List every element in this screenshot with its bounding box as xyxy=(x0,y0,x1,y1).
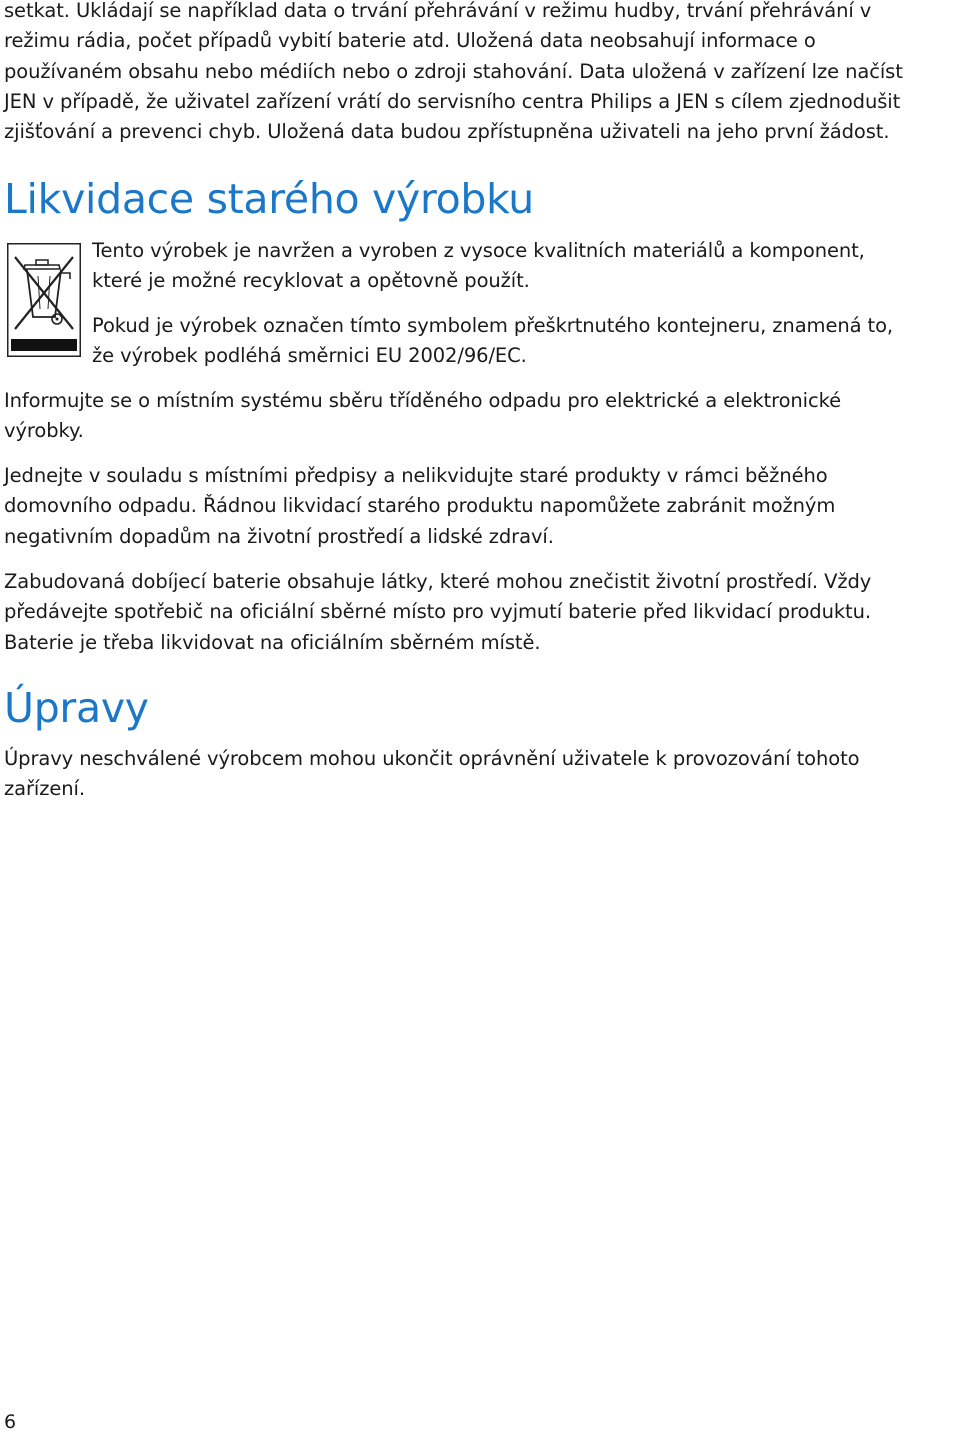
text-line: Tento výrobek je navržen a vyroben z vysoce kvalitních materiálů a komponent, xyxy=(92,239,865,262)
text-line: zařízení. xyxy=(4,777,85,801)
disposal-heading: Likvidace starého výrobku xyxy=(4,175,534,223)
text-line: používaném obsahu nebo médiích nebo o zdroji stahování. Data uložená v zařízení lze načíst xyxy=(4,59,903,83)
text-line: Zabudovaná dobíjecí baterie obsahuje látky, které mohou znečistit životní prostředí. Vždy xyxy=(4,570,872,593)
text-line: domovního odpadu. Řádnou likvidací starého produktu napomůžete zabránit možným xyxy=(4,494,836,518)
intro-paragraph xyxy=(4,0,960,147)
text-line: setkat. Ukládají se například data o trvání přehrávání v režimu hudby, trvání přehrávání v xyxy=(4,0,872,22)
text-line: Baterie je třeba likvidovat na oficiálním sběrném místě. xyxy=(4,630,541,654)
crossed-out-wheelie-bin-icon xyxy=(7,243,81,357)
disposal-paragraph-3 xyxy=(4,386,960,447)
text-line: výrobky. xyxy=(4,419,84,443)
disposal-paragraph-2 xyxy=(92,311,952,372)
text-line: předávejte spotřebič na oficiální sběrné místo pro vyjmutí baterie před likvidací produktu. xyxy=(4,600,871,624)
text-line: negativním dopadům na životní prostředí a lidské zdraví. xyxy=(4,524,554,548)
text-line: které je možné recyklovat a opětovně použít. xyxy=(92,269,530,293)
modifications-heading: Úpravy xyxy=(4,684,149,732)
text-line: Informujte se o místním systému sběru tříděného odpadu pro elektrické a elektronické xyxy=(4,389,842,412)
page-number: 6 xyxy=(4,1411,17,1433)
text-line: Jednejte v souladu s místními předpisy a nelikvidujte staré produkty v rámci běžného xyxy=(4,464,828,487)
disposal-paragraph-5 xyxy=(4,567,960,658)
text-line: Pokud je výrobek označen tímto symbolem přeškrtnutého kontejneru, znamená to, xyxy=(92,314,894,337)
text-line: že výrobek podléhá směrnici EU 2002/96/EC. xyxy=(92,344,527,368)
modifications-paragraph xyxy=(4,744,960,805)
disposal-paragraph-1 xyxy=(92,236,952,297)
disposal-paragraph-4 xyxy=(4,461,960,552)
text-line: režimu rádia, počet případů vybití baterie atd. Uložená data neobsahují informace o xyxy=(4,29,816,53)
text-line: JEN v případě, že uživatel zařízení vrátí do servisního centra Philips a JEN s cílem zjednodušit xyxy=(4,89,901,113)
text-line: zjišťování a prevenci chyb. Uložená data budou zpřístupněna uživateli na jeho první žádost. xyxy=(4,120,890,144)
text-line: Úpravy neschválené výrobcem mohou ukončit oprávnění uživatele k provozování tohoto xyxy=(4,747,860,770)
